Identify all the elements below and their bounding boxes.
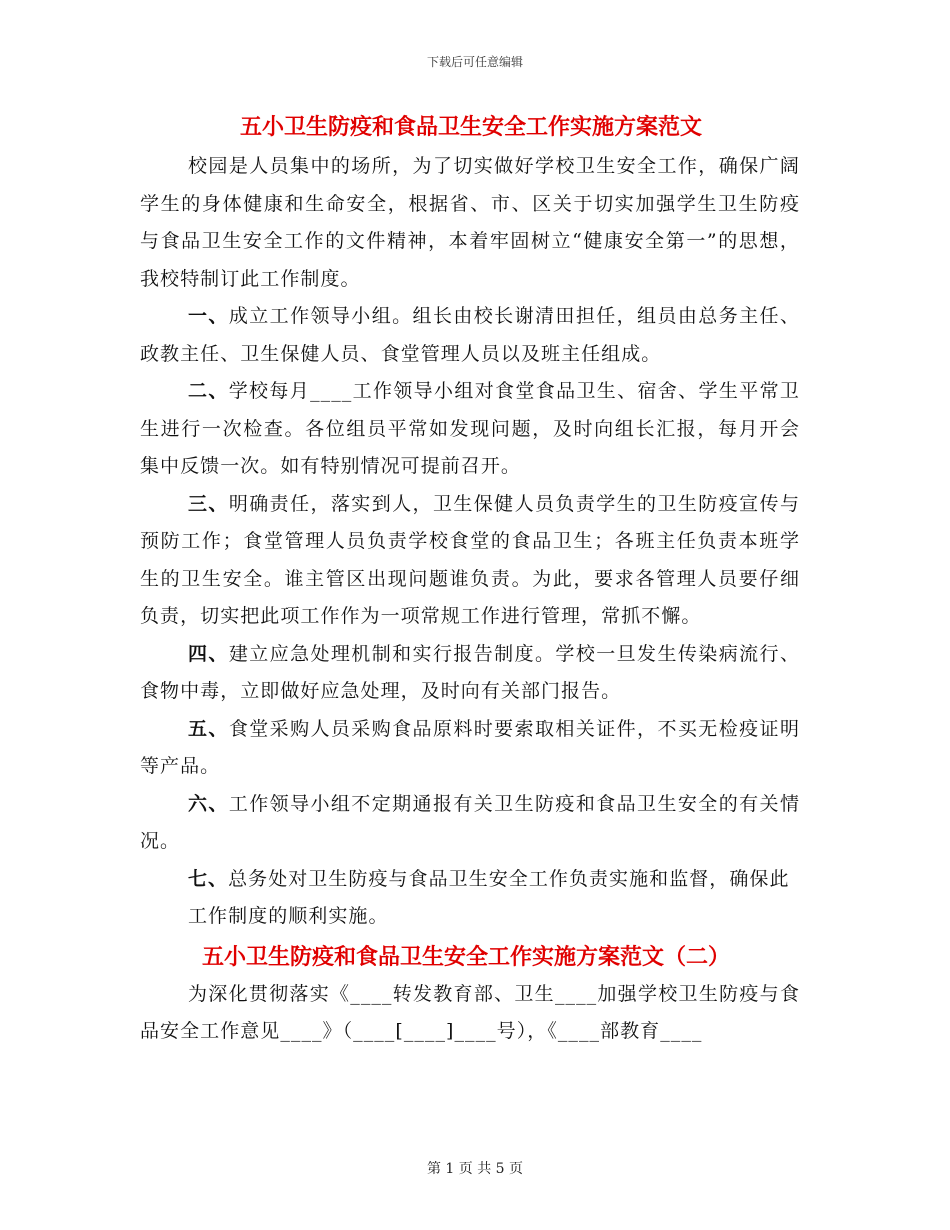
item-paragraph-6 xyxy=(140,786,800,861)
item-paragraph-4 xyxy=(140,636,800,711)
item-number: 四、 xyxy=(188,642,229,665)
item-paragraph-5 xyxy=(140,711,800,786)
item-text: 建立应急处理机制和实行报告制度。学校一旦发生传染病流行、食物中毒，立即做好应急处理，及时向有关部门报告。 xyxy=(140,642,800,702)
item-text: 工作领导小组不定期通报有关卫生防疫和食品卫生安全的有关情况。 xyxy=(140,792,800,852)
item-number: 七、 xyxy=(188,867,229,890)
item-paragraph-7 xyxy=(140,861,800,899)
section-title-2: 五小卫生防疫和食品卫生安全工作实施方案范文（二） xyxy=(202,943,731,970)
intro-paragraph: 校园是人员集中的场所，为了切实做好学校卫生安全工作，确保广阔学生的身体健康和生命安全，根据省、市、区关于切实加强学生卫生防疫与食品卫生安全工作的文件精神，本着牢固树立“健康安全第一”的思想，我校特制订此工作制度。 xyxy=(140,155,800,290)
item-number: 三、 xyxy=(188,492,229,515)
page-footer: 第 1 页 共 5 页 xyxy=(426,1161,524,1177)
item-number: 六、 xyxy=(188,792,229,815)
item-text: 明确责任，落实到人，卫生保健人员负责学生的卫生防疫宣传与预防工作；食堂管理人员负责学校食堂的食品卫生；各班主任负责本班学生的卫生安全。谁主管区出现问题谁负责。为此，要求各管理人员要仔细负责，切实把此项工作作为一项常规工作进行管理，常抓不懈。 xyxy=(140,492,800,627)
item-text: 食堂采购人员采购食品原料时要索取相关证件，不买无检疫证明等产品。 xyxy=(140,717,800,777)
item-number: 二、 xyxy=(188,380,229,402)
document-body xyxy=(140,110,800,1051)
item-text: 成立工作领导小组。组长由校长谢清田担任，组员由总务主任、政教主任、卫生保健人员、食堂管理人员以及班主任组成。 xyxy=(140,305,800,365)
item-number: 五、 xyxy=(188,717,229,740)
intro-paragraph-2: 为深化贯彻落实《____转发教育部、卫生____加强学校卫生防疫与食品安全工作意见____》（____[____]____号），《____部教育____ xyxy=(140,982,800,1042)
continuation-paragraph: 工作制度的顺利实施。 xyxy=(188,905,389,927)
header-note: 下载后可任意编辑 xyxy=(426,55,523,69)
item-paragraph-2 xyxy=(140,373,800,486)
item-number: 一、 xyxy=(188,305,229,327)
item-paragraph-3 xyxy=(140,486,800,636)
document-title: 五小卫生防疫和食品卫生安全工作实施方案范文 xyxy=(240,114,703,140)
item-text: 学校每月____工作领导小组对食堂食品卫生、宿舍、学生平常卫生进行一次检查。各位组员平常如发现问题，及时向组长汇报，每月开会集中反馈一次。如有特别情况可提前召开。 xyxy=(140,380,800,477)
item-paragraph-1 xyxy=(140,298,800,373)
item-text: 总务处对卫生防疫与食品卫生安全工作负责实施和监督，确保此 xyxy=(228,867,790,890)
